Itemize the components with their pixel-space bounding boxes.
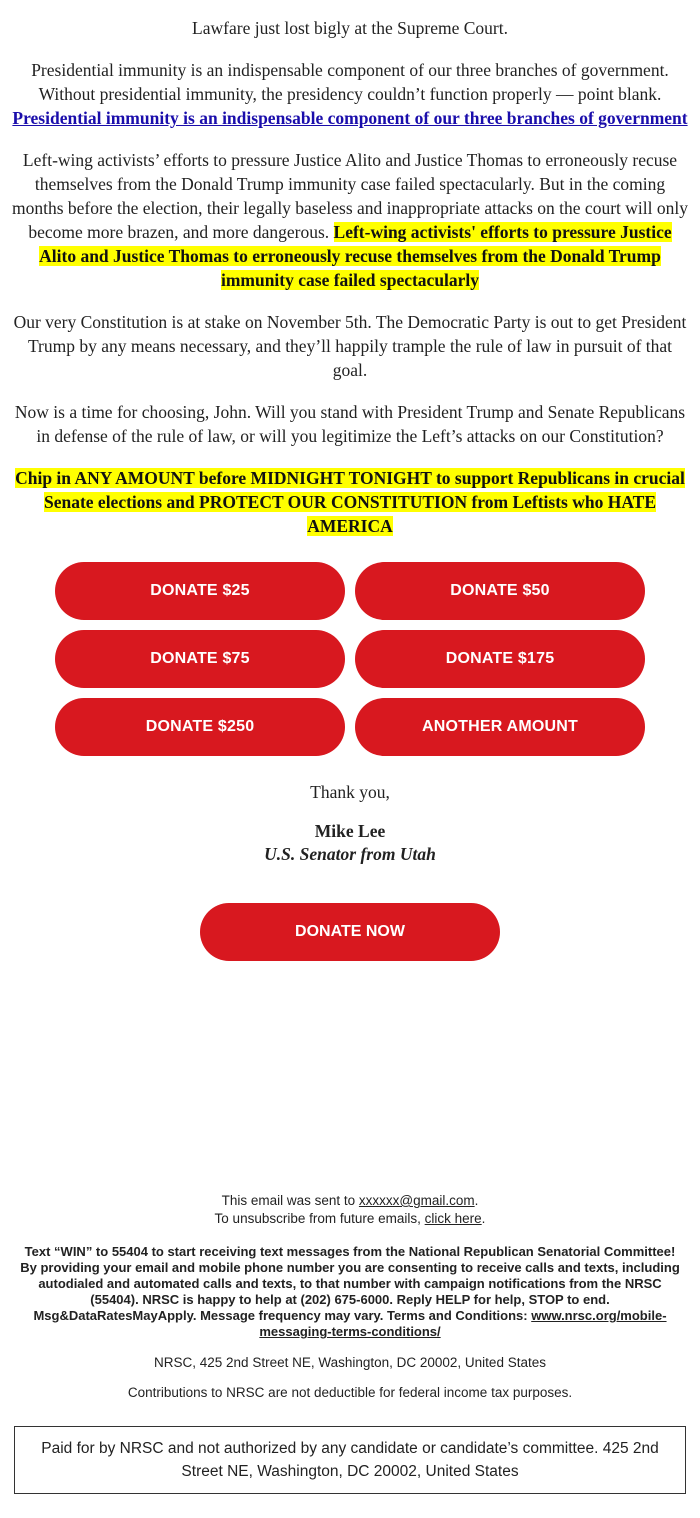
donate-button-grid xyxy=(55,562,645,756)
thanks-text: Thank you, xyxy=(310,782,390,802)
donate-25-button[interactable]: DONATE $25 xyxy=(55,562,345,620)
immunity-link[interactable]: Presidential immunity is an indispensable component of our three branches of government xyxy=(12,108,688,128)
nrsc-address: NRSC, 425 2nd Street NE, Washington, DC 20002, United States xyxy=(154,1355,546,1370)
signer-title: U.S. Senator from Utah xyxy=(264,844,436,864)
paragraph-chip-in xyxy=(10,448,690,538)
donate-250-button[interactable]: DONATE $250 xyxy=(55,698,345,756)
unsubscribe-line xyxy=(0,1210,700,1228)
sent-to-suffix: . xyxy=(474,1193,479,1208)
donate-175-button[interactable]: DONATE $175 xyxy=(355,630,645,688)
paragraph-choosing: Now is a time for choosing, John. Will you stand with President Trump and Senate Republicans in defense of the rule of law, or will you legitimize the Left’s attacks on our Constitution? xyxy=(14,402,686,446)
another-amount-button[interactable]: ANOTHER AMOUNT xyxy=(355,698,645,756)
paragraph-activists xyxy=(10,130,690,292)
paragraph-immunity xyxy=(10,40,690,130)
sent-to-prefix: This email was sent to xyxy=(221,1193,359,1208)
unsubscribe-prefix: To unsubscribe from future emails, xyxy=(214,1211,425,1226)
email-footer xyxy=(0,1192,700,1494)
unsubscribe-link[interactable]: click here xyxy=(424,1211,482,1226)
donate-75-button[interactable]: DONATE $75 xyxy=(55,630,345,688)
unsubscribe-suffix: . xyxy=(481,1211,486,1226)
donate-now-button[interactable]: DONATE NOW xyxy=(200,903,500,961)
activists-highlight: Left-wing activists' efforts to pressure Justice Alito and Justice Thomas to erroneously recuse themselves from the Donald Trump immunity case failed spectacularly xyxy=(39,222,672,290)
tax-deductible-note: Contributions to NRSC are not deductible for federal income tax purposes. xyxy=(127,1385,573,1400)
sms-disclaimer-text: Text “WIN” to 55404 to start receiving text messages from the National Republican Senatorial Committee! By providing your email and mobile phone number you are consenting to receive calls and texts, including autodialed and automated calls and texts, to that number with campaign notifications from the NRSC (55404). NRSC is happy to help at (202) 675-6000. Reply HELP for help, STOP to end. Msg&DataRatesMayApply. Message frequency may vary. Terms and Conditions: xyxy=(20,1244,680,1323)
paragraph-immunity-text: Presidential immunity is an indispensable component of our three branches of government. Without presidential immunity, the presidency couldn’t function properly — point blank. xyxy=(31,60,669,104)
recipient-email-link[interactable]: xxxxxx@gmail.com xyxy=(358,1193,475,1208)
paragraph-constitution: Our very Constitution is at stake on November 5th. The Democratic Party is out to get President Trump by any means necessary, and they’ll happily trample the rule of law in pursuit of that goal. xyxy=(13,312,687,380)
paid-for-box: Paid for by NRSC and not authorized by any candidate or candidate’s committee. 425 2nd Street NE, Washington, DC 20002, United States xyxy=(14,1426,686,1494)
terms-link[interactable]: www.nrsc.org/mobile-messaging-terms-conditions/ xyxy=(259,1308,667,1339)
sent-to-line xyxy=(0,1192,700,1210)
paragraph-activists-text: Left-wing activists’ efforts to pressure Justice Alito and Justice Thomas to erroneously recuse themselves from the Donald Trump immunity case failed spectacularly. But in the coming months before the election, their legally baseless and inappropriate attacks on the court will only become more brazen, and more dangerous. xyxy=(12,150,688,242)
paragraph-lawfare: Lawfare just lost bigly at the Supreme Court. xyxy=(192,18,508,38)
donate-50-button[interactable]: DONATE $50 xyxy=(355,562,645,620)
signer-name: Mike Lee xyxy=(314,821,386,841)
sms-disclaimer xyxy=(15,1244,685,1340)
chip-in-highlight: Chip in ANY AMOUNT before MIDNIGHT TONIGHT to support Republicans in crucial Senate elections and PROTECT OUR CONSTITUTION from Leftists who HATE AMERICA xyxy=(15,468,685,536)
